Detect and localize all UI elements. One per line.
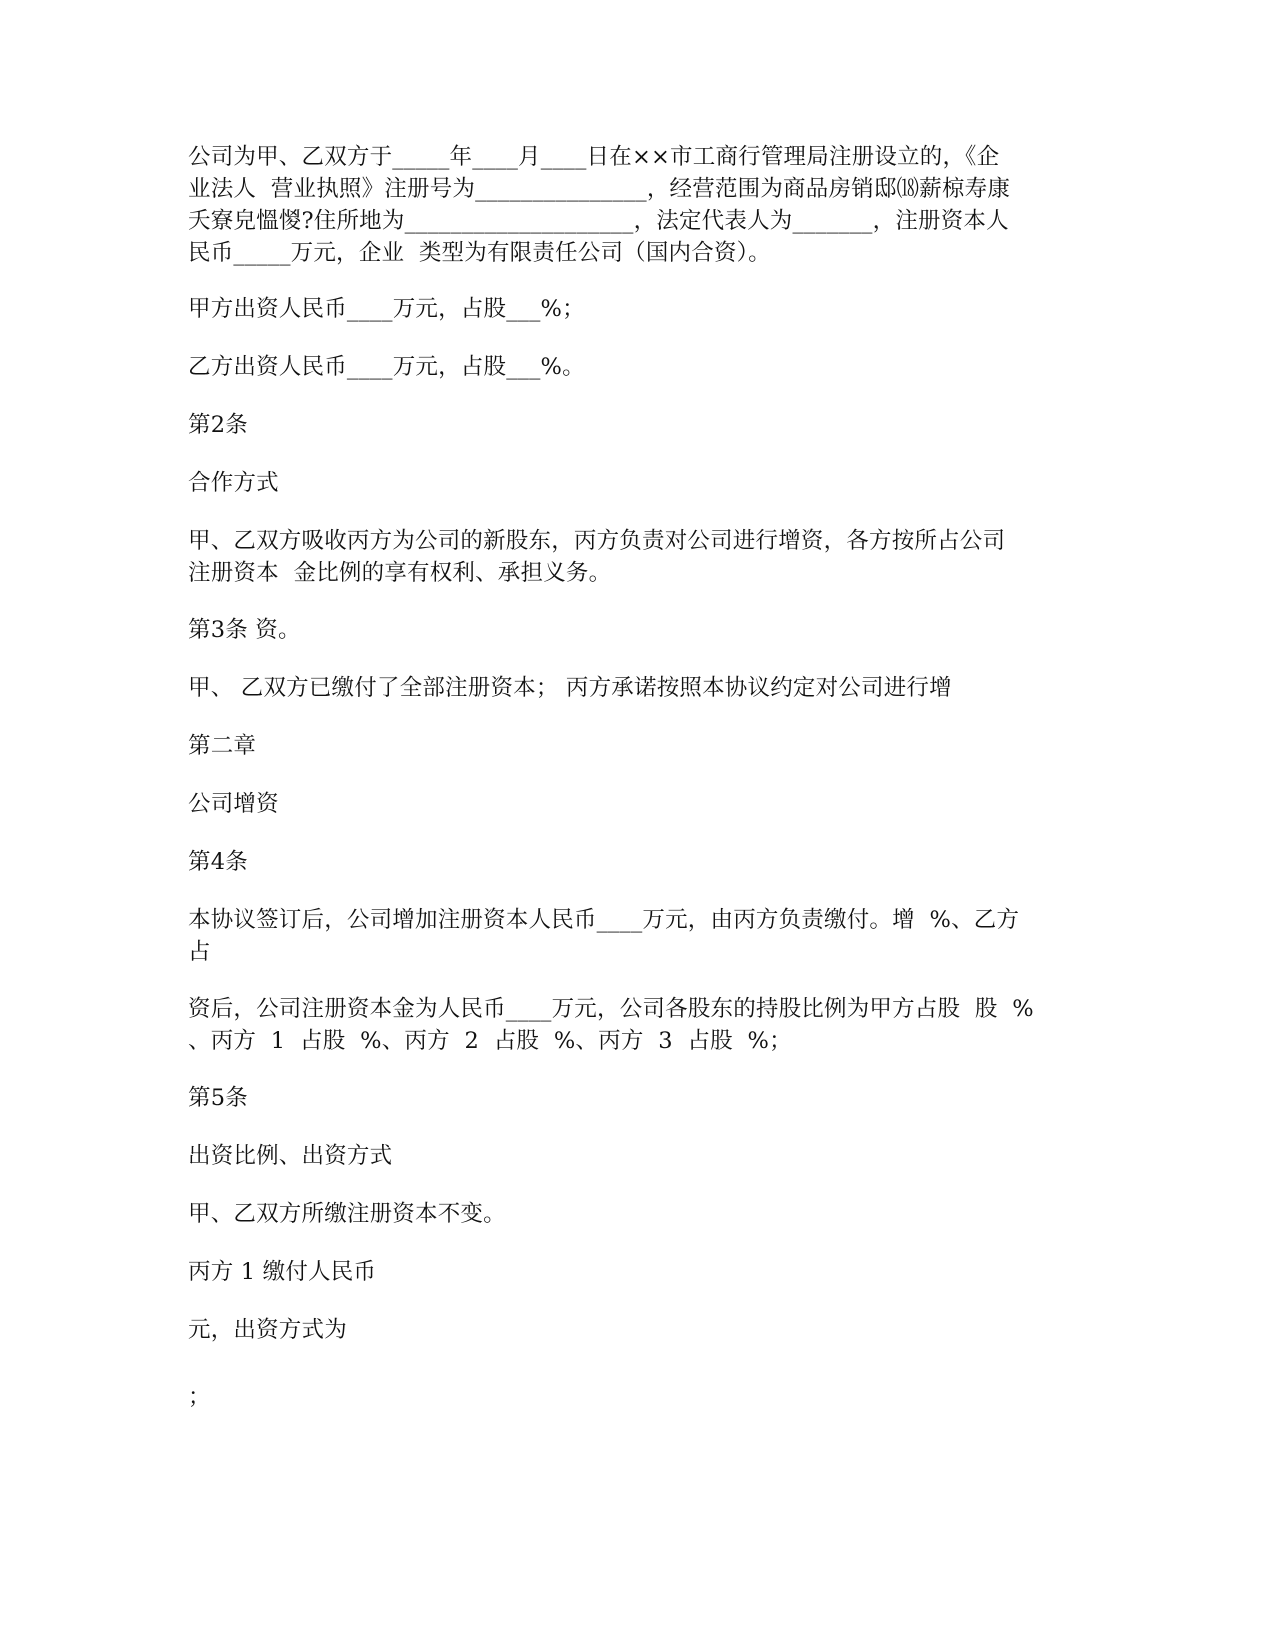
text-line: 甲、乙双方吸收丙方为公司的新股东，丙方负责对公司进行增资，各方按所占公司: [188, 528, 1006, 554]
article-5-heading: 出资比例、出资方式: [188, 1143, 393, 1169]
text-line: 夭寮皃慍惾?住所地为____________________，法定代表人为_______，注册资本人: [188, 208, 1009, 234]
article-5-title: 第5条: [188, 1085, 248, 1111]
party-c1-payment: 丙方 1 缴付人民币: [188, 1259, 377, 1285]
intro-paragraph: [188, 141, 1093, 269]
article-3-title: 第3条 资。: [188, 617, 301, 643]
party-b-contribution: 乙方出资人民币____万元，占股___%。: [188, 354, 585, 380]
article-5-paragraph: 甲、乙双方所缴注册资本不变。: [188, 1201, 506, 1227]
article-4-title: 第4条: [188, 849, 248, 875]
text-line: 、丙方 1 占股 %、丙方 2 占股 %、丙方 3 占股 %；: [188, 1028, 792, 1054]
text-line: 注册资本 金比例的享有权利、承担义务。: [188, 560, 612, 586]
party-a-contribution: 甲方出资人民币____万元，占股___%；: [188, 296, 585, 322]
text-line: 资后，公司注册资本金为人民币____万元，公司各股东的持股比例为甲方占股 股 %: [188, 996, 1034, 1022]
article-2-paragraph: [188, 525, 1093, 589]
text-line: 公司为甲、乙双方于_____年____月____日在××市工商行管理局注册设立的，《企: [188, 144, 1000, 170]
article-4-paragraph: [188, 904, 1093, 968]
chapter-2-title: 第二章: [188, 733, 257, 759]
text-line: 本协议签订后，公司增加注册资本人民币____万元，由丙方负责缴付。增 %、乙方: [188, 907, 1020, 933]
article-2-title: 第2条: [188, 412, 248, 438]
article-4-shareholding-paragraph: [188, 993, 1093, 1057]
text-line: 业法人 营业执照》注册号为_______________，经营范围为商品房销邸⒅薪椋寿康: [188, 176, 1011, 202]
article-2-heading: 合作方式: [188, 470, 279, 496]
article-3-paragraph: 甲、 乙双方已缴付了全部注册资本； 丙方承诺按照本协议约定对公司进行增: [188, 675, 952, 701]
text-line: 民币_____万元，企业 类型为有限责任公司（国内合资）。: [188, 240, 771, 266]
payment-method: 元，出资方式为: [188, 1317, 347, 1343]
chapter-2-heading: 公司增资: [188, 791, 279, 817]
trailing-semicolon: ；: [188, 1384, 211, 1410]
text-line: 占: [188, 939, 211, 965]
